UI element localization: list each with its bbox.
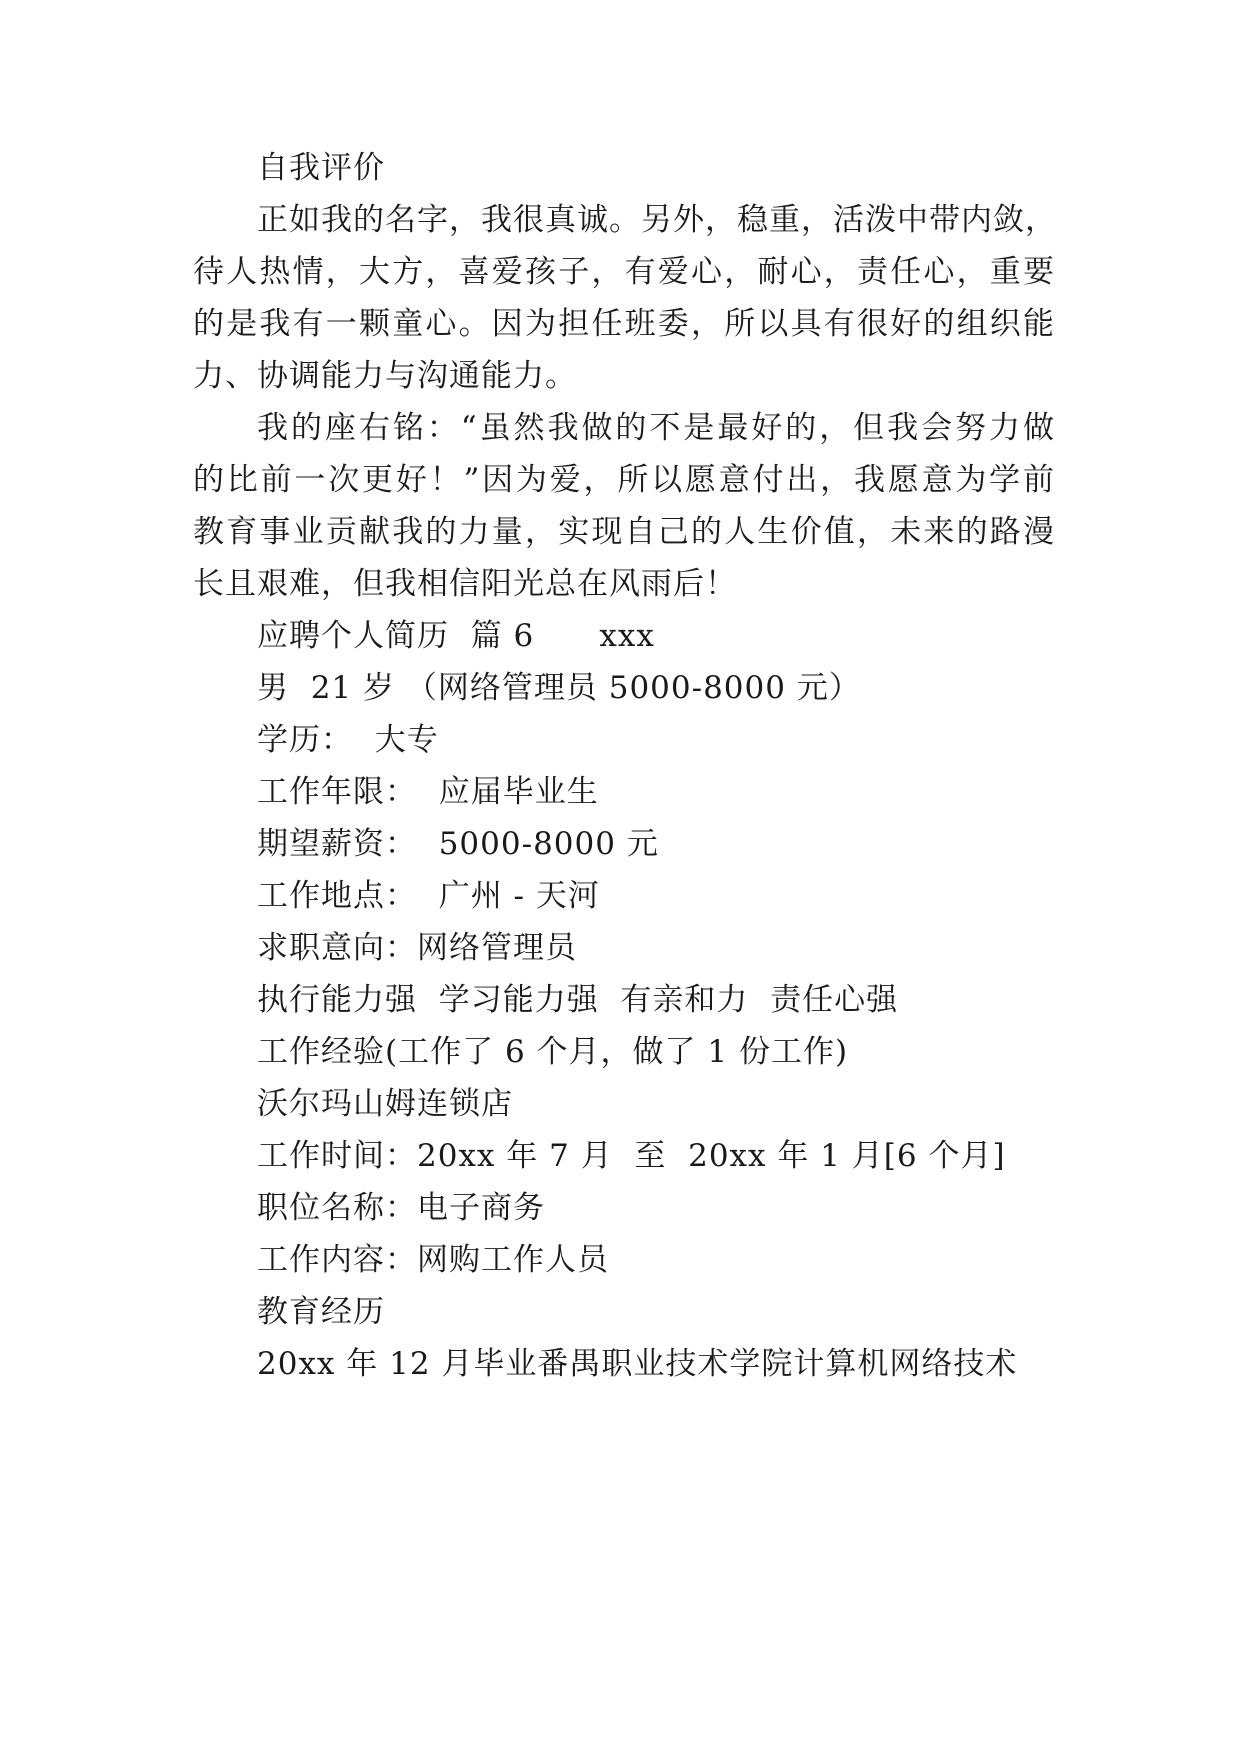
company-name: 沃尔玛山姆连锁店: [257, 1086, 513, 1122]
work-years: 工作年限： 应届毕业生: [257, 774, 599, 810]
strengths: 执行能力强 学习能力强 有亲和力 责任心强: [257, 982, 899, 1018]
experience-heading: 工作经验(工作了 6 个月，做了 1 份工作): [257, 1034, 849, 1070]
resume-basic-info: 男 21 岁 （网络管理员 5000-8000 元）: [257, 670, 861, 706]
expected-salary: 期望薪资： 5000-8000 元: [257, 826, 659, 862]
para1-line-2: 待人热情，大方，喜爱孩子，有爱心，耐心，责任心，重要: [193, 254, 1055, 290]
education-level: 学历： 大专: [257, 722, 439, 758]
para2-line-4: 长且艰难，但我相信阳光总在风雨后！: [193, 566, 737, 602]
para2-line-3: 教育事业贡献我的力量，实现自己的人生价值，未来的路漫: [193, 514, 1055, 550]
para2-line-1: 我的座右铭：“虽然我做的不是最好的，但我会努力做: [257, 410, 1055, 446]
education-detail: 20xx 年 12 月毕业番禺职业技术学院计算机网络技术: [257, 1346, 1018, 1382]
education-heading: 教育经历: [257, 1294, 385, 1330]
job-intent: 求职意向：网络管理员: [257, 930, 577, 966]
para2-line-2: 的比前一次更好！”因为爱，所以愿意付出，我愿意为学前: [193, 462, 1055, 498]
para1-line-1: 正如我的名字，我很真诚。另外，稳重，活泼中带内敛，: [257, 202, 1057, 238]
work-location: 工作地点： 广州 - 天河: [257, 878, 600, 914]
work-duties: 工作内容：网购工作人员: [257, 1242, 609, 1278]
para1-line-4: 力、协调能力与沟通能力。: [193, 358, 577, 394]
para1-line-3: 的是我有一颗童心。因为担任班委，所以具有很好的组织能: [193, 306, 1055, 342]
position-name: 职位名称：电子商务: [257, 1190, 545, 1226]
work-time: 工作时间：20xx 年 7 月 至 20xx 年 1 月[6 个月]: [257, 1138, 1006, 1174]
self-eval-heading: 自我评价: [257, 150, 385, 186]
resume-title: 应聘个人简历 篇 6 xxx: [257, 618, 655, 654]
